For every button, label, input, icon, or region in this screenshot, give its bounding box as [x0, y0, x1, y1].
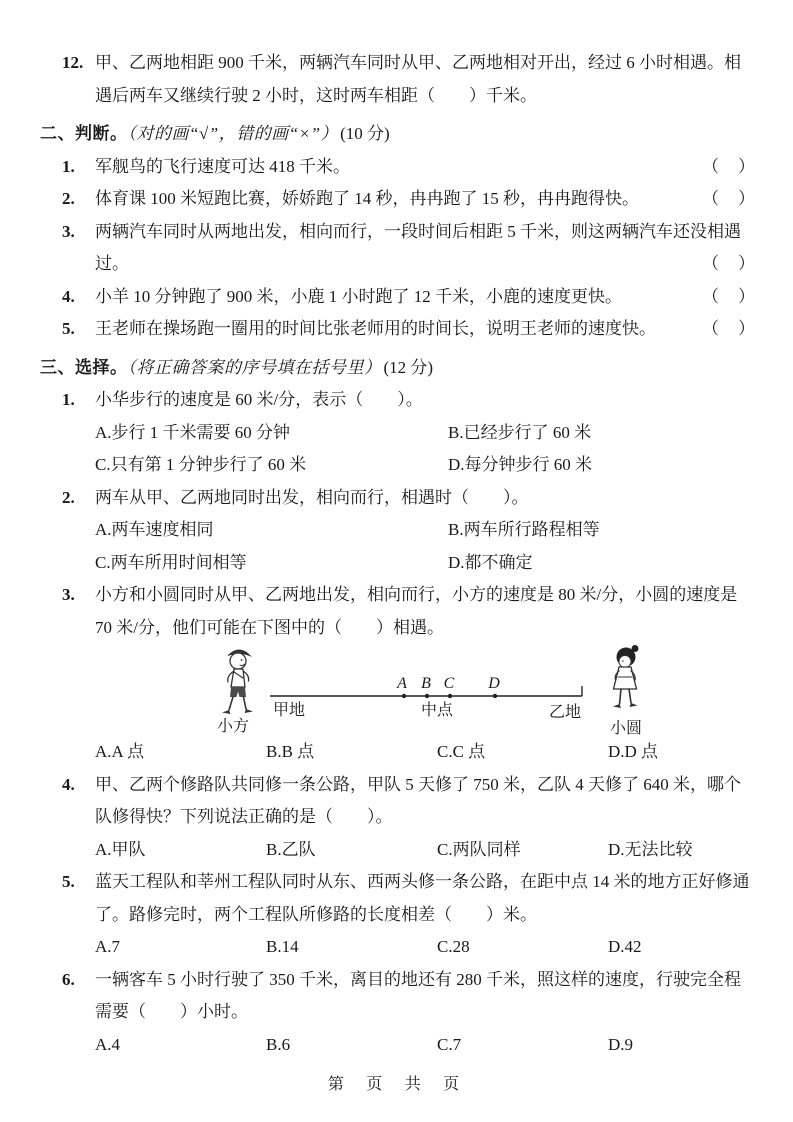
option-a: A.A 点 [95, 742, 145, 761]
question-text: 两辆汽车同时从两地出发，相向而行，一段时间后相距 5 千米，则这两辆汽车还没相遇过。 [95, 221, 741, 273]
section-3-points: (12 分) [383, 357, 434, 377]
option-d: D.每分钟步行 60 米 [448, 455, 593, 474]
question-number: 6. [62, 969, 75, 989]
question-text: 蓝天工程队和莘州工程队同时从东、西两头修一条公路，在距中点 14 米的地方正好修通了。路修完时，两个工程队所修路的长度相差（ ）米。 [95, 872, 750, 924]
question-text: 军舰鸟的飞行速度可达 418 千米。 [95, 156, 350, 176]
option-d: D.无法比较 [608, 839, 693, 859]
point-b-dot [425, 694, 429, 698]
end-place-label: 乙地 [548, 704, 582, 721]
options-grid [95, 1029, 756, 1062]
question-number: 5. [62, 872, 75, 891]
judge-item-1 [40, 151, 756, 184]
option-a: A.4 [95, 1034, 121, 1054]
option-a: A.7 [95, 937, 121, 956]
judge-item-3 [40, 216, 756, 281]
section-2-instruction: （对的画“√”，错的画“×”） [127, 124, 339, 143]
section-2-title: 二、判断。 [40, 124, 128, 143]
meeting-point-diagram [205, 644, 756, 736]
point-a-label: A [397, 675, 407, 692]
question-text: 小羊 10 分钟跑了 900 米，小鹿 1 小时跑了 12 千米，小鹿的速度更快。 [95, 286, 622, 306]
choice-item-4 [40, 769, 756, 867]
choice-item-3 [40, 579, 756, 769]
section-2-header [40, 118, 756, 151]
judge-item-5 [40, 313, 756, 346]
answer-parentheses: （ ） [702, 254, 756, 273]
question-number: 2. [62, 189, 75, 208]
option-c: C.C 点 [437, 742, 486, 761]
choice-item-1 [40, 384, 756, 482]
question-text: 小华步行的速度是 60 米/分，表示（ ）。 [95, 390, 423, 409]
question-text: 两车从甲、乙两地同时出发，相向而行，相遇时（ ）。 [95, 487, 529, 507]
option-d: D.D 点 [608, 742, 659, 761]
option-b: B.乙队 [266, 839, 316, 859]
section-3-title: 三、选择。 [40, 357, 128, 377]
boy-name-label: 小方 [216, 718, 250, 735]
option-c: C.两队同样 [437, 839, 521, 859]
question-number: 3. [62, 221, 75, 241]
option-d: D.9 [608, 1034, 634, 1054]
point-a-dot [402, 694, 406, 698]
question-number: 4. [62, 774, 75, 794]
answer-parentheses: （ ） [702, 319, 756, 338]
option-b: B.已经步行了 60 米 [448, 422, 592, 442]
options-grid [95, 834, 756, 867]
option-a: A.步行 1 千米需要 60 分钟 [95, 422, 291, 442]
question-text: 体育课 100 米短跑比赛，娇娇跑了 14 秒，冉冉跑了 15 秒，冉冉跑得快。 [95, 189, 639, 208]
option-c: C.只有第 1 分钟步行了 60 米 [95, 455, 307, 474]
girl-name-label: 小圆 [609, 720, 643, 736]
options-grid [95, 417, 756, 482]
point-d-label: D [488, 675, 500, 692]
option-c: C.两车所用时间相等 [95, 552, 247, 572]
point-d-dot [493, 694, 497, 698]
choice-item-5 [40, 866, 756, 964]
midpoint-label: 中点 [420, 702, 454, 719]
option-b: B.14 [266, 937, 299, 956]
question-text: 一辆客车 5 小时行驶了 350 千米，离目的地还有 280 千米，照这样的速度，行驶完全程需要（ ）小时。 [95, 969, 741, 1021]
question-text: 王老师在操场跑一圈用的时间比张老师用的时间长，说明王老师的速度快。 [95, 319, 656, 338]
option-b: B.6 [266, 1034, 291, 1054]
choice-item-6 [40, 964, 756, 1062]
option-c: C.7 [437, 1034, 462, 1054]
question-number: 12. [62, 53, 84, 72]
options-grid [95, 931, 756, 964]
question-number: 5. [62, 319, 75, 338]
point-b-label: B [421, 675, 431, 692]
question-text: 甲、乙两个修路队共同修一条公路，甲队 5 天修了 750 米，乙队 4 天修了 640 米，哪个队修得快？下列说法正确的是（ ）。 [95, 774, 741, 826]
question-number: 1. [62, 156, 75, 176]
option-d: D.42 [608, 937, 642, 956]
answer-parentheses: （ ） [702, 156, 756, 176]
section-2-points: (10 分) [340, 124, 390, 143]
question-text: 小方和小圆同时从甲、乙两地出发，相向而行，小方的速度是 80 米/分，小圆的速度是 70 米/分，他们可能在下图中的（ ）相遇。 [95, 585, 738, 637]
option-b: B.两车所行路程相等 [448, 520, 600, 539]
question-12 [40, 47, 756, 112]
girl-illustration [613, 645, 639, 708]
boy-illustration [222, 649, 253, 714]
options-grid [95, 736, 756, 769]
question-number: 2. [62, 487, 75, 507]
answer-parentheses: （ ） [702, 286, 756, 306]
option-b: B.B 点 [266, 742, 315, 761]
option-a: A.两车速度相同 [95, 520, 214, 539]
option-c: C.28 [437, 937, 470, 956]
options-grid [95, 514, 756, 579]
answer-parentheses: （ ） [702, 189, 756, 208]
question-text: 甲、乙两地相距 900 千米，两辆汽车同时从甲、乙两地相对开出，经过 6 小时相遇。相遇后两车又继续行驶 2 小时，这时两车相距（ ）千米。 [95, 53, 741, 105]
judge-item-2 [40, 183, 756, 216]
question-number: 3. [62, 585, 75, 604]
judge-item-4 [40, 281, 756, 314]
question-number: 1. [62, 390, 75, 409]
choice-item-2 [40, 482, 756, 580]
section-3-instruction: （将正确答案的序号填在括号里） [127, 357, 382, 377]
point-c-label: C [443, 675, 455, 692]
page-footer: 第 页 共 页 [327, 1076, 469, 1093]
question-number: 4. [62, 286, 75, 306]
start-place-label: 甲地 [272, 702, 306, 719]
option-d: D.都不确定 [448, 552, 533, 572]
point-c-dot [448, 694, 452, 698]
option-a: A.甲队 [95, 839, 146, 859]
section-3-header [40, 352, 756, 385]
